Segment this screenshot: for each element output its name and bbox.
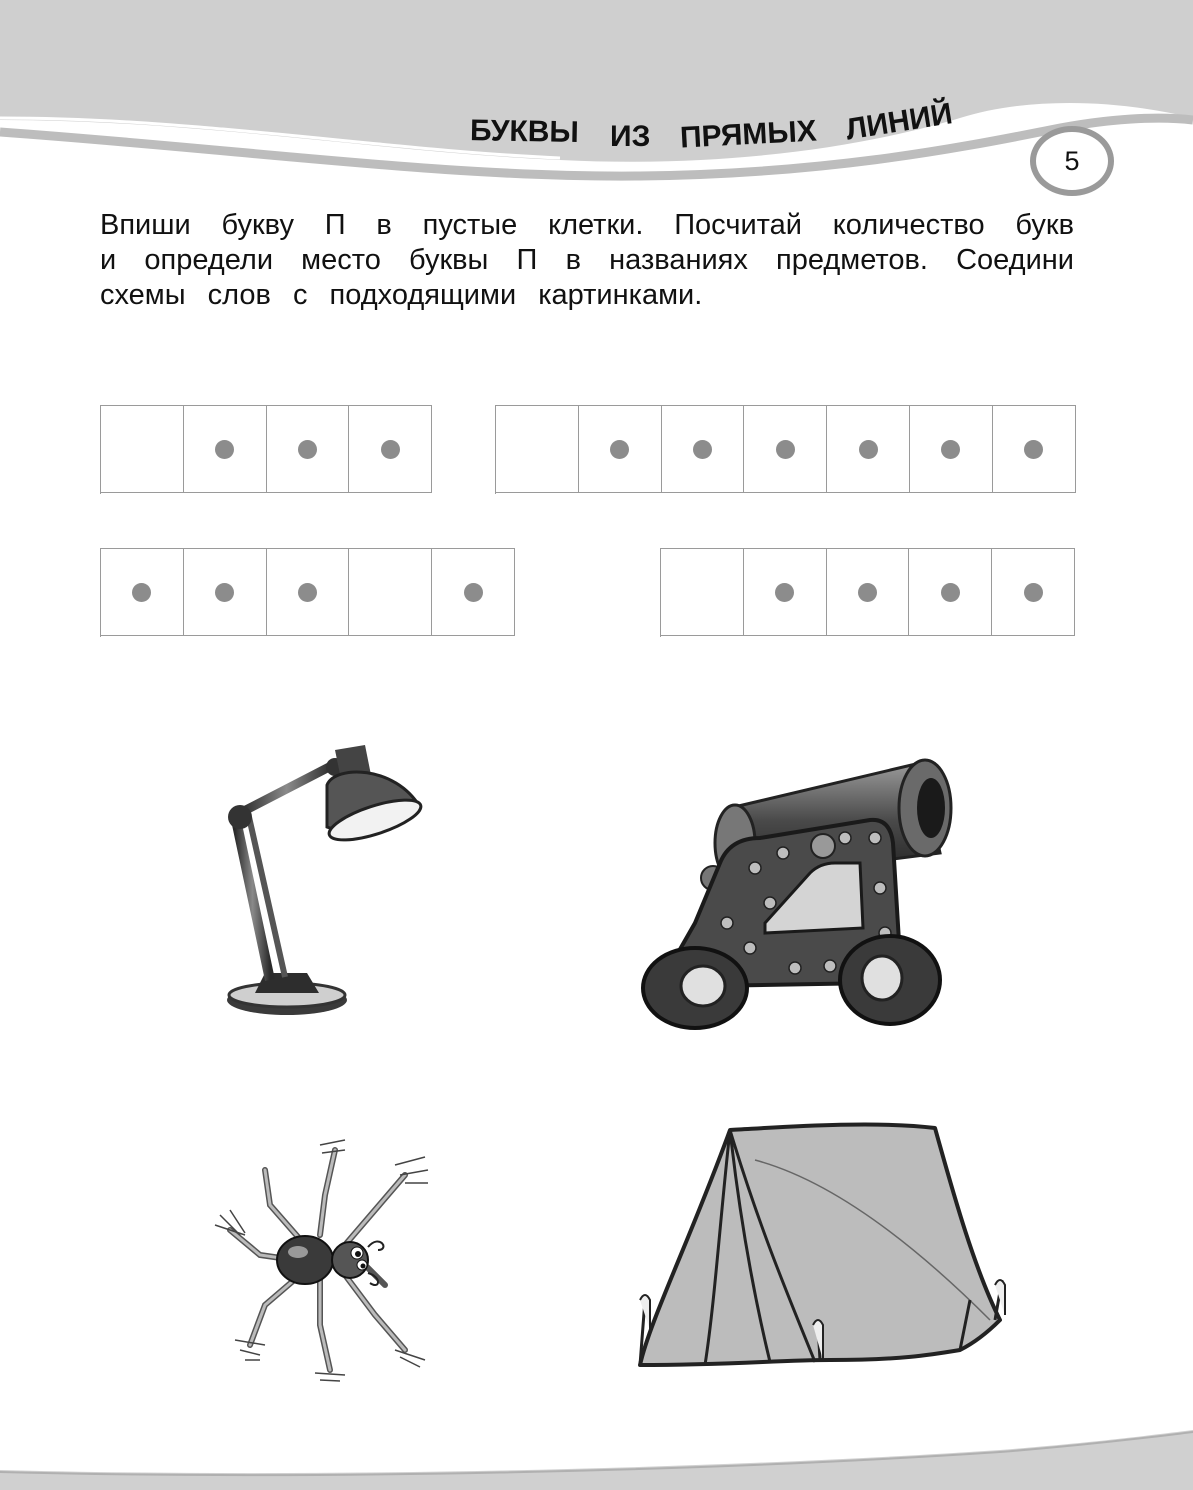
sound-dot [941,583,960,602]
scheme-cell-dot [993,406,1076,493]
title-word-1: БУКВЫ [469,114,580,150]
sound-dot [464,583,483,602]
scheme-cell-dot [579,406,662,493]
sound-dot [215,583,234,602]
title-word-3: ПРЯМЫХ [679,114,818,155]
page-title [0,0,1193,200]
scheme-cell-dot [349,406,432,493]
scheme-cell-dot [267,549,350,636]
scheme-cell-dot [744,406,827,493]
scheme-cell-dot [101,549,184,636]
sound-dot [693,440,712,459]
sound-dot [298,583,317,602]
word-scheme-1 [100,405,432,494]
task-line-1: Впиши букву П в пустые клетки. Посчитай количество букв [100,209,1074,241]
task-instruction [100,208,1074,313]
sound-dot [1024,440,1043,459]
word-scheme-4 [660,548,1075,637]
cannon-picture [635,758,955,1033]
sound-dot [1024,583,1043,602]
word-scheme-2 [495,405,1076,494]
sound-dot [775,583,794,602]
sound-dot [298,440,317,459]
scheme-cell-dot [992,549,1075,636]
lamp-picture [215,745,435,1025]
sound-dot [776,440,795,459]
sound-dot [858,583,877,602]
scheme-cell-dot [909,549,992,636]
scheme-cell-dot [267,406,350,493]
title-word-4: ЛИНИЙ [843,97,955,147]
scheme-cell-dot [184,406,267,493]
scheme-cell-empty[interactable] [101,406,184,493]
sound-dot [941,440,960,459]
sound-dot [132,583,151,602]
scheme-cell-dot [432,549,515,636]
sound-dot [859,440,878,459]
scheme-cell-dot [184,549,267,636]
task-line-3: схемы слов с подходящими картинками. [100,279,703,311]
scheme-cell-dot [827,406,910,493]
scheme-cell-dot [662,406,745,493]
title-word-2: ИЗ [610,120,651,153]
scheme-cell-empty[interactable] [349,549,432,636]
task-line-2: и определи место буквы П в названиях предметов. Соедини [100,244,1074,276]
sound-dot [215,440,234,459]
tent-picture [630,1120,1015,1385]
word-scheme-3 [100,548,515,637]
scheme-cell-dot [827,549,910,636]
spider-picture [210,1135,440,1385]
scheme-cell-empty[interactable] [661,549,744,636]
footer-band [0,1420,1193,1490]
scheme-cell-dot [744,549,827,636]
sound-dot [610,440,629,459]
sound-dot [381,440,400,459]
page-number: 5 [1030,126,1114,196]
scheme-cell-dot [910,406,993,493]
scheme-cell-empty[interactable] [496,406,579,493]
